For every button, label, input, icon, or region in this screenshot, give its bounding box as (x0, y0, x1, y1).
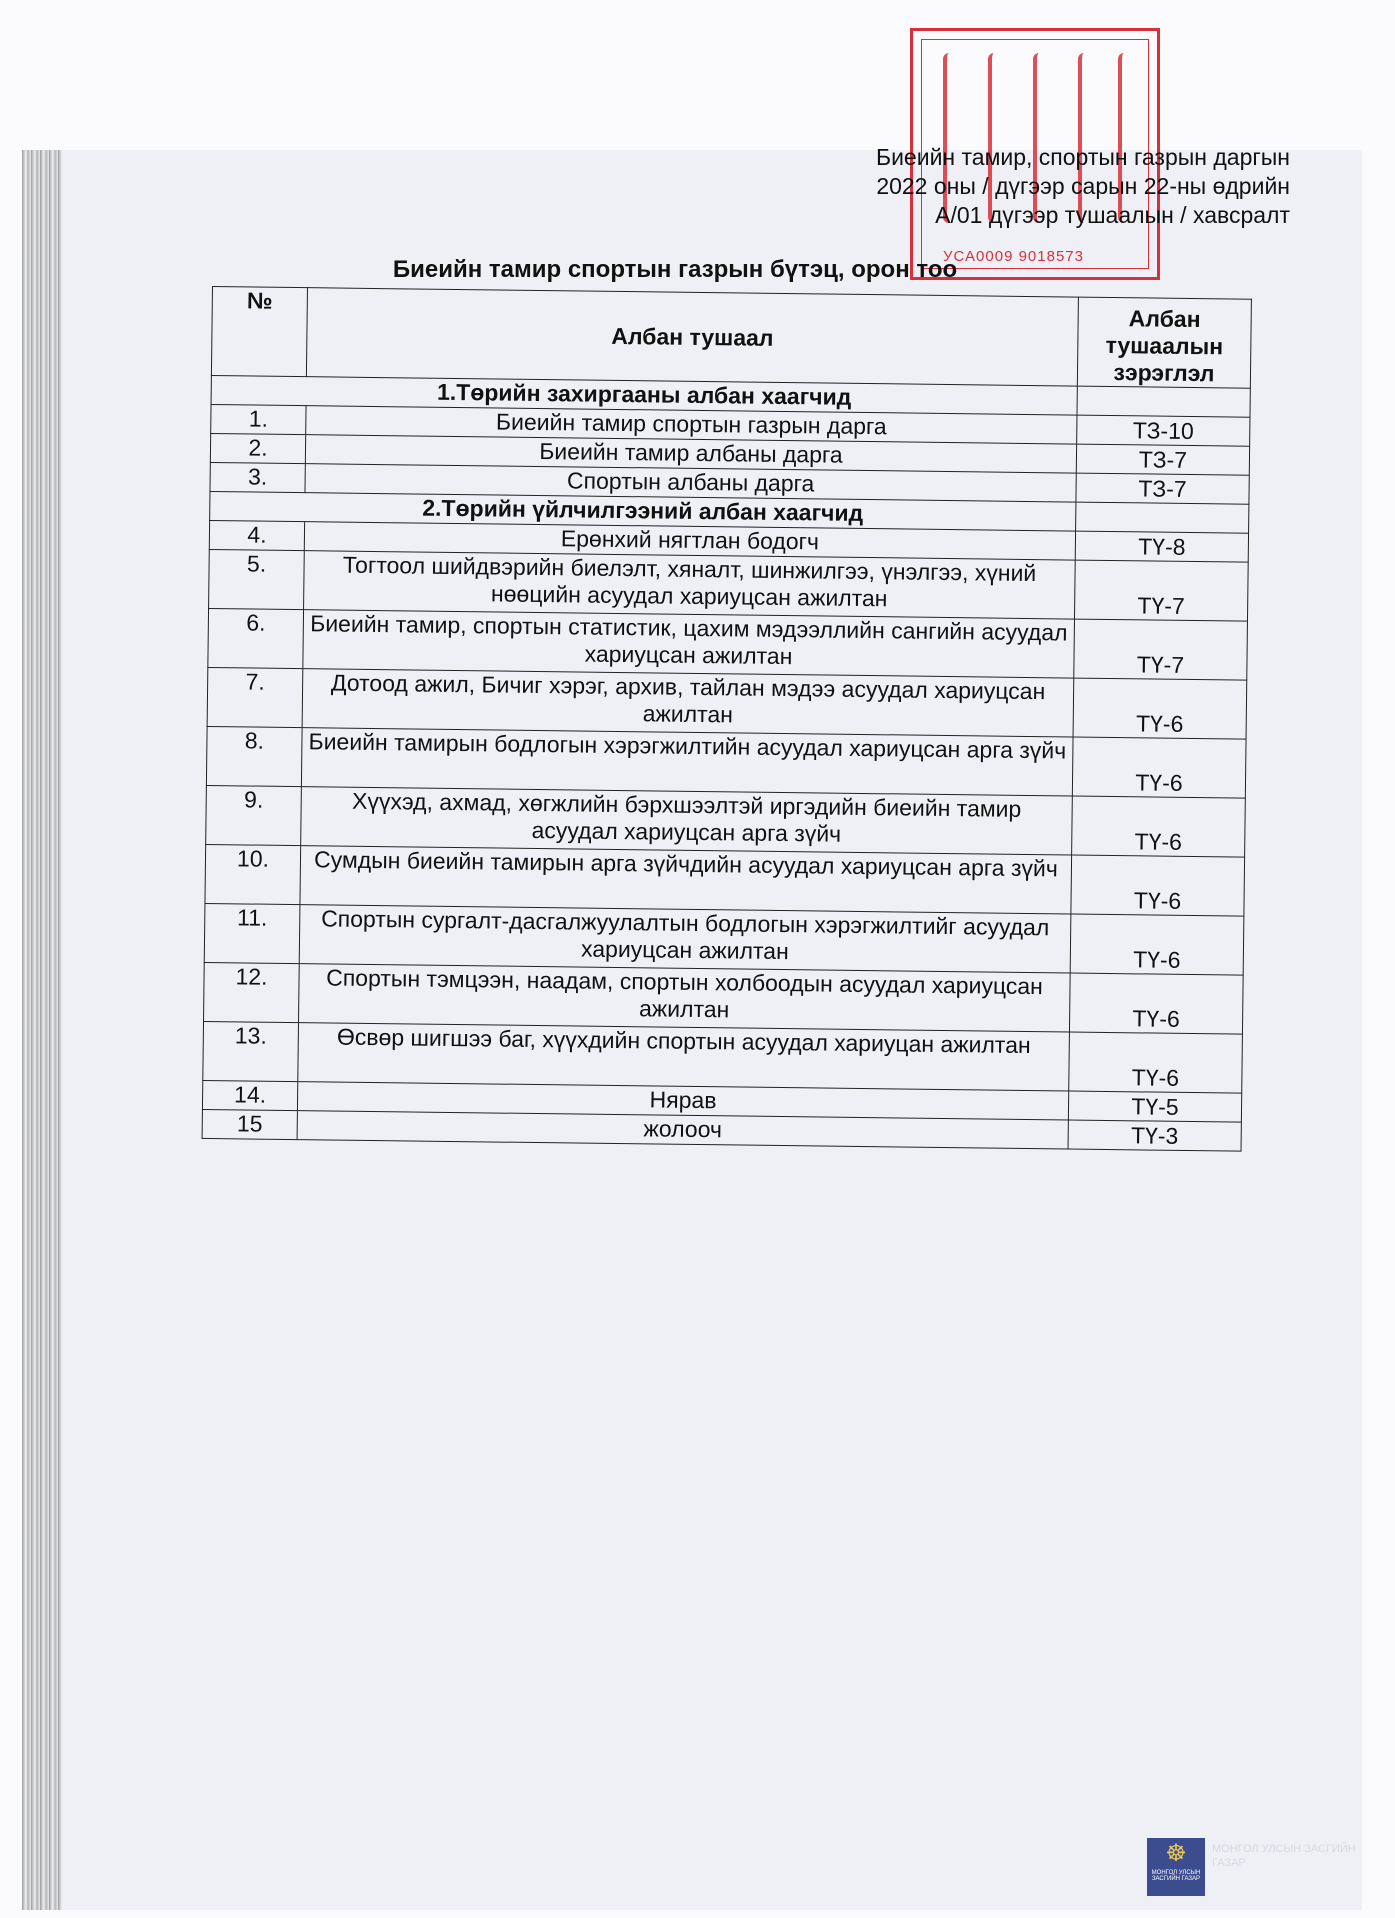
header-number: № (211, 287, 307, 377)
header-rank: Албан тушаалын зэрэглэл (1077, 297, 1251, 388)
row-number: 13. (203, 1021, 299, 1081)
row-rank: ТЗ-7 (1076, 473, 1249, 504)
row-rank: ТЗ-10 (1077, 415, 1250, 446)
row-number: 10. (205, 844, 301, 904)
row-position: Спортын албаны дарга (305, 464, 1076, 502)
row-position: жолооч (297, 1111, 1068, 1149)
row-rank: ТҮ-6 (1070, 914, 1244, 975)
section-title: 2.Төрийн үйлчилгээний албан хаагчид (210, 491, 1076, 531)
appendix-header (876, 143, 1290, 230)
table-body (202, 375, 1250, 1151)
logo-text: МОНГОЛ УЛСЫН ЗАСГИЙН ГАЗАР (1151, 1870, 1201, 1882)
row-number: 1. (211, 404, 306, 434)
row-rank: ТҮ-6 (1069, 973, 1243, 1034)
row-rank: ТҮ-8 (1075, 531, 1248, 562)
header-line-2: 2022 оны / дүгээр сарын 22-ны өдрийн (876, 173, 1290, 199)
stamp-code: УСА0009 9018573 (943, 248, 1084, 265)
row-position: Ерөнхий нягтлан бодогч (304, 522, 1075, 560)
row-position: Өсвөр шигшээ баг, хүүхдийн спортын асуудал хариуцан ажилтан (298, 1023, 1070, 1091)
row-position: Тогтоол шийдвэрийн биелэлт, хяналт, шинжилгээ, үнэлгээ, хүний нөөцийн асуудал хариуцсан ажилтан (304, 551, 1076, 619)
row-number: 15 (202, 1109, 297, 1139)
section-rank-cell (1077, 386, 1250, 417)
header-line-3: А/01 дүгээр тушаалын / хавсралт (935, 202, 1290, 228)
table-header-row (211, 287, 1251, 389)
row-position: Спортын тэмцээн, наадам, спортын холбоодын асуудал хариуцсан ажилтан (299, 964, 1071, 1032)
row-number: 11. (204, 903, 300, 963)
soyombo-icon: ☸ (1165, 1840, 1187, 1867)
row-rank: ТҮ-6 (1072, 737, 1246, 798)
row-number: 12. (204, 962, 300, 1022)
row-number: 2. (210, 433, 305, 463)
row-number: 7. (207, 667, 303, 727)
row-position: Дотоод ажил, Бичиг хэрэг, архив, тайлан мэдээ асуудал хариуцсан ажилтан (302, 669, 1074, 737)
row-rank: ТҮ-6 (1071, 855, 1245, 916)
government-logo (1147, 1838, 1205, 1896)
row-rank: ТҮ-6 (1069, 1032, 1243, 1093)
row-number: 5. (209, 549, 305, 609)
row-rank: ТҮ-3 (1068, 1120, 1241, 1151)
document-title: Биеийн тамир спортын газрын бүтэц, орон тоо (392, 256, 958, 283)
row-position: Нярав (297, 1082, 1068, 1120)
row-position: Сумдын биеийн тамирын арга зүйчдийн асуудал хариуцсан арга зүйч (300, 846, 1072, 914)
row-rank: ТҮ-7 (1074, 619, 1248, 680)
row-number: 8. (206, 726, 302, 786)
row-rank: ТҮ-6 (1072, 796, 1246, 857)
row-number: 9. (206, 785, 302, 845)
row-position: Спортын сургалт-дасгалжуулалтын бодлогын хэрэгжилтийг асуудал хариуцсан ажилтан (299, 905, 1071, 973)
row-position: Биеийн тамир албаны дарга (305, 435, 1076, 473)
page-edge-shadow (22, 150, 62, 1910)
header-position: Албан тушаал (306, 288, 1078, 386)
row-position: Хүүхэд, ахмад, хөгжлийн бэрхшээлтэй иргэдийн биеийн тамир асуудал хариуцсан арга зүйч (301, 787, 1073, 855)
row-rank: ТҮ-7 (1074, 560, 1248, 621)
row-position: Биеийн тамир спортын газрын дарга (306, 406, 1077, 444)
row-rank: ТҮ-6 (1073, 678, 1247, 739)
row-position: Биеийн тамирын бодлогын хэрэгжилтийн асуудал хариуцсан арга зүйч (301, 728, 1073, 796)
header-line-1: Биеийн тамир, спортын газрын даргын (875, 144, 1290, 170)
row-rank: ТЗ-7 (1076, 444, 1249, 475)
logo-side-text: МОНГОЛ УЛСЫН ЗАСГИЙН ГАЗАР (1212, 1843, 1356, 1869)
staff-table (202, 286, 1252, 1152)
section-title: 1.Төрийн захиргааны албан хаагчид (211, 375, 1077, 415)
row-position: Биеийн тамир, спортын статистик, цахим мэдээллийн сангийн асуудал хариуцсан ажилтан (303, 610, 1075, 678)
row-number: 14. (202, 1080, 297, 1110)
row-number: 4. (209, 520, 304, 550)
row-rank: ТҮ-5 (1068, 1091, 1241, 1122)
row-number: 6. (208, 608, 304, 668)
row-number: 3. (210, 462, 305, 492)
section-rank-cell (1076, 502, 1249, 533)
